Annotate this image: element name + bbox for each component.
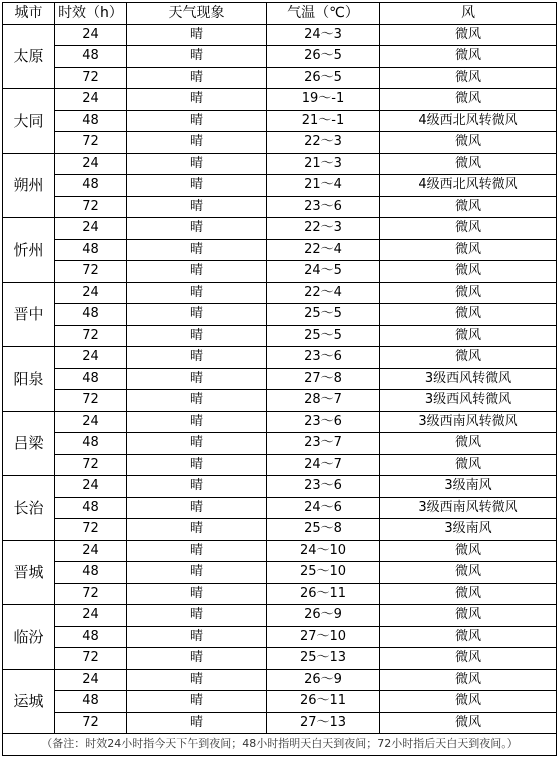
header-wind: 风 (380, 3, 557, 25)
temperature-range: 23～6 (267, 347, 380, 369)
table-row (3, 132, 557, 154)
forecast-table (2, 2, 557, 756)
temperature-range: 26～11 (267, 691, 380, 713)
temperature-range: 26～11 (267, 583, 380, 605)
temperature-range: 23～6 (267, 196, 380, 218)
wind-description: 微风 (380, 153, 557, 175)
forecast-hours: 48 (55, 46, 127, 68)
table-row (3, 433, 557, 455)
header-weather: 天气现象 (127, 3, 267, 25)
forecast-hours: 72 (55, 196, 127, 218)
wind-description: 微风 (380, 433, 557, 455)
table-row (3, 153, 557, 175)
city-name: 忻州 (3, 218, 55, 283)
city-name: 长治 (3, 476, 55, 541)
weather-condition: 晴 (127, 669, 267, 691)
temperature-range: 21～-1 (267, 110, 380, 132)
weather-condition: 晴 (127, 261, 267, 283)
table-row (3, 67, 557, 89)
forecast-hours: 72 (55, 390, 127, 412)
weather-condition: 晴 (127, 712, 267, 734)
wind-description: 微风 (380, 454, 557, 476)
temperature-range: 25～5 (267, 325, 380, 347)
weather-condition: 晴 (127, 605, 267, 627)
forecast-hours: 24 (55, 411, 127, 433)
header-temperature: 气温（℃） (267, 3, 380, 25)
table-row (3, 24, 557, 46)
wind-description: 微风 (380, 691, 557, 713)
forecast-hours: 48 (55, 368, 127, 390)
table-row (3, 282, 557, 304)
wind-description: 3级南风 (380, 519, 557, 541)
table-row (3, 712, 557, 734)
temperature-range: 21～4 (267, 175, 380, 197)
weather-condition: 晴 (127, 239, 267, 261)
table-row (3, 89, 557, 111)
forecast-hours: 72 (55, 325, 127, 347)
temperature-range: 23～6 (267, 476, 380, 498)
temperature-range: 27～10 (267, 626, 380, 648)
table-row (3, 411, 557, 433)
wind-description: 微风 (380, 669, 557, 691)
forecast-hours: 72 (55, 583, 127, 605)
table-row (3, 239, 557, 261)
wind-description: 3级西南风转微风 (380, 497, 557, 519)
weather-condition: 晴 (127, 347, 267, 369)
table-row (3, 368, 557, 390)
wind-description: 微风 (380, 540, 557, 562)
wind-description: 3级西风转微风 (380, 390, 557, 412)
temperature-range: 22～3 (267, 218, 380, 240)
wind-description: 微风 (380, 218, 557, 240)
temperature-range: 24～7 (267, 454, 380, 476)
wind-description: 微风 (380, 89, 557, 111)
forecast-hours: 48 (55, 175, 127, 197)
weather-condition: 晴 (127, 89, 267, 111)
forecast-hours: 72 (55, 648, 127, 670)
temperature-range: 24～3 (267, 24, 380, 46)
weather-condition: 晴 (127, 153, 267, 175)
forecast-hours: 72 (55, 454, 127, 476)
weather-condition: 晴 (127, 390, 267, 412)
wind-description: 微风 (380, 562, 557, 584)
forecast-hours: 72 (55, 519, 127, 541)
table-row (3, 605, 557, 627)
weather-condition: 晴 (127, 196, 267, 218)
city-name: 阳泉 (3, 347, 55, 412)
temperature-range: 26～9 (267, 669, 380, 691)
table-row (3, 304, 557, 326)
temperature-range: 22～3 (267, 132, 380, 154)
weather-condition: 晴 (127, 497, 267, 519)
forecast-document (2, 2, 556, 756)
weather-condition: 晴 (127, 540, 267, 562)
city-name: 大同 (3, 89, 55, 154)
weather-condition: 晴 (127, 433, 267, 455)
wind-description: 微风 (380, 712, 557, 734)
table-row (3, 691, 557, 713)
forecast-hours: 24 (55, 669, 127, 691)
weather-condition: 晴 (127, 411, 267, 433)
weather-condition: 晴 (127, 304, 267, 326)
forecast-hours: 48 (55, 110, 127, 132)
table-row (3, 562, 557, 584)
table-row (3, 454, 557, 476)
temperature-range: 25～8 (267, 519, 380, 541)
weather-condition: 晴 (127, 282, 267, 304)
city-name: 晋中 (3, 282, 55, 347)
wind-description: 微风 (380, 196, 557, 218)
city-name: 吕梁 (3, 411, 55, 476)
wind-description: 4级西北风转微风 (380, 110, 557, 132)
forecast-hours: 48 (55, 562, 127, 584)
forecast-hours: 48 (55, 497, 127, 519)
table-row (3, 519, 557, 541)
weather-condition: 晴 (127, 519, 267, 541)
forecast-hours: 48 (55, 304, 127, 326)
weather-condition: 晴 (127, 691, 267, 713)
header-row (3, 3, 557, 25)
forecast-hours: 72 (55, 132, 127, 154)
table-row (3, 669, 557, 691)
wind-description: 微风 (380, 304, 557, 326)
forecast-hours: 48 (55, 239, 127, 261)
weather-condition: 晴 (127, 583, 267, 605)
forecast-hours: 24 (55, 605, 127, 627)
temperature-range: 23～6 (267, 411, 380, 433)
city-name: 朔州 (3, 153, 55, 218)
city-name: 太原 (3, 24, 55, 89)
temperature-range: 25～10 (267, 562, 380, 584)
weather-condition: 晴 (127, 626, 267, 648)
weather-condition: 晴 (127, 562, 267, 584)
wind-description: 微风 (380, 132, 557, 154)
temperature-range: 19～-1 (267, 89, 380, 111)
forecast-hours: 24 (55, 540, 127, 562)
weather-condition: 晴 (127, 67, 267, 89)
wind-description: 微风 (380, 282, 557, 304)
table-row (3, 175, 557, 197)
wind-description: 3级西南风转微风 (380, 411, 557, 433)
forecast-hours: 24 (55, 89, 127, 111)
header-city: 城市 (3, 3, 55, 25)
forecast-hours: 24 (55, 24, 127, 46)
weather-condition: 晴 (127, 175, 267, 197)
temperature-range: 25～5 (267, 304, 380, 326)
table-row (3, 476, 557, 498)
temperature-range: 27～13 (267, 712, 380, 734)
table-row (3, 46, 557, 68)
weather-condition: 晴 (127, 132, 267, 154)
temperature-range: 26～5 (267, 67, 380, 89)
table-row (3, 110, 557, 132)
weather-condition: 晴 (127, 24, 267, 46)
table-row (3, 218, 557, 240)
temperature-range: 24～6 (267, 497, 380, 519)
wind-description: 微风 (380, 239, 557, 261)
forecast-hours: 48 (55, 691, 127, 713)
temperature-range: 21～3 (267, 153, 380, 175)
wind-description: 微风 (380, 605, 557, 627)
weather-condition: 晴 (127, 46, 267, 68)
note-row (3, 734, 557, 756)
table-row (3, 540, 557, 562)
header-hours: 时效（h） (55, 3, 127, 25)
weather-condition: 晴 (127, 648, 267, 670)
wind-description: 微风 (380, 325, 557, 347)
forecast-hours: 48 (55, 626, 127, 648)
wind-description: 微风 (380, 67, 557, 89)
wind-description: 微风 (380, 46, 557, 68)
weather-condition: 晴 (127, 325, 267, 347)
weather-condition: 晴 (127, 454, 267, 476)
forecast-hours: 24 (55, 476, 127, 498)
forecast-hours: 24 (55, 347, 127, 369)
temperature-range: 26～9 (267, 605, 380, 627)
table-row (3, 390, 557, 412)
weather-condition: 晴 (127, 218, 267, 240)
forecast-hours: 24 (55, 282, 127, 304)
table-row (3, 261, 557, 283)
weather-condition: 晴 (127, 110, 267, 132)
temperature-range: 24～10 (267, 540, 380, 562)
forecast-hours: 48 (55, 433, 127, 455)
wind-description: 微风 (380, 261, 557, 283)
wind-description: 3级南风 (380, 476, 557, 498)
temperature-range: 28～7 (267, 390, 380, 412)
temperature-range: 27～8 (267, 368, 380, 390)
city-name: 临汾 (3, 605, 55, 670)
forecast-hours: 72 (55, 712, 127, 734)
forecast-hours: 72 (55, 67, 127, 89)
city-name: 晋城 (3, 540, 55, 605)
forecast-hours: 24 (55, 153, 127, 175)
weather-condition: 晴 (127, 476, 267, 498)
temperature-range: 25～13 (267, 648, 380, 670)
table-row (3, 648, 557, 670)
forecast-hours: 24 (55, 218, 127, 240)
table-row (3, 626, 557, 648)
wind-description: 微风 (380, 24, 557, 46)
wind-description: 微风 (380, 648, 557, 670)
table-row (3, 497, 557, 519)
wind-description: 微风 (380, 626, 557, 648)
wind-description: 微风 (380, 347, 557, 369)
table-row (3, 196, 557, 218)
table-row (3, 583, 557, 605)
footnote: （备注：时效24小时指今天下午到夜间；48小时指明天白天到夜间；72小时指后天白天到夜间。） (3, 734, 557, 756)
forecast-hours: 72 (55, 261, 127, 283)
forecast-body (3, 24, 557, 734)
wind-description: 微风 (380, 583, 557, 605)
city-name: 运城 (3, 669, 55, 734)
temperature-range: 22～4 (267, 282, 380, 304)
wind-description: 4级西北风转微风 (380, 175, 557, 197)
weather-condition: 晴 (127, 368, 267, 390)
temperature-range: 22～4 (267, 239, 380, 261)
table-row (3, 347, 557, 369)
wind-description: 3级西风转微风 (380, 368, 557, 390)
temperature-range: 26～5 (267, 46, 380, 68)
table-row (3, 325, 557, 347)
temperature-range: 23～7 (267, 433, 380, 455)
temperature-range: 24～5 (267, 261, 380, 283)
